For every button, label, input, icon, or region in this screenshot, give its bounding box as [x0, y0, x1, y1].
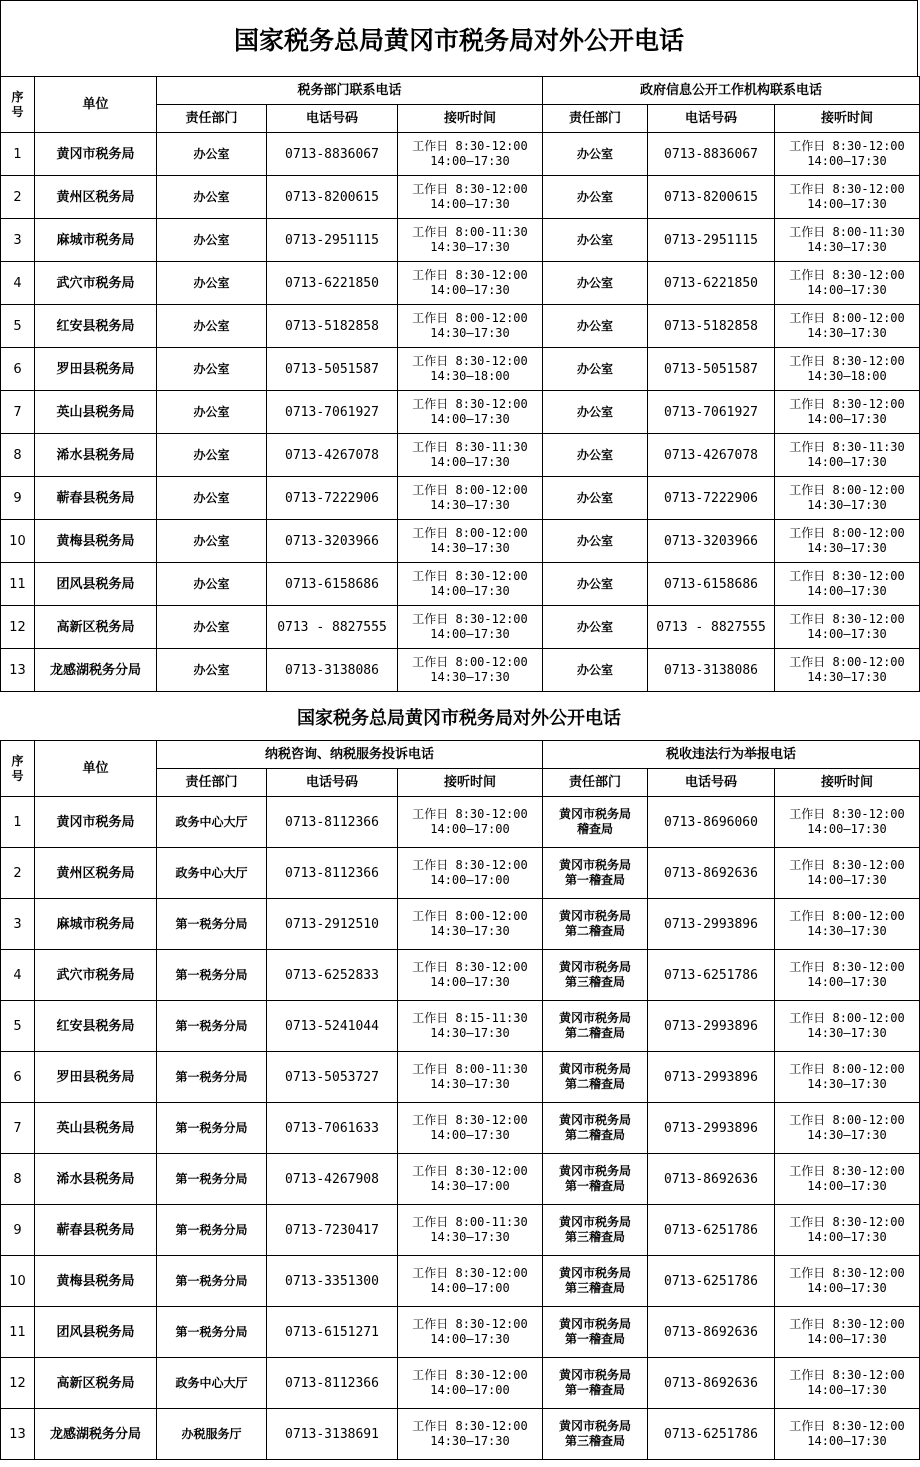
- group-b-header: 税收违法行为举报电话: [543, 741, 920, 769]
- hours-a-cell: 工作日 8:30-12:00 14:00—17:30: [398, 1103, 543, 1154]
- hours-a-cell: 工作日 8:30-12:00 14:00—17:30: [398, 606, 543, 649]
- phone-a-cell: 0713-2951115: [267, 219, 398, 262]
- dept-b-cell: 黄冈市税务局 第二稽查局: [543, 1103, 648, 1154]
- dept-a-cell: 第一税务分局: [157, 1205, 267, 1256]
- unit-cell: 团风县税务局: [35, 563, 157, 606]
- phone-b-cell: 0713-8836067: [648, 133, 775, 176]
- hours-a-cell: 工作日 8:30-12:00 14:00—17:00: [398, 1358, 543, 1409]
- hours-b-cell: 工作日 8:30-12:00 14:00—17:30: [775, 606, 920, 649]
- dept-b-cell: 办公室: [543, 520, 648, 563]
- phone-b-cell: 0713-2993896: [648, 1001, 775, 1052]
- phone-b-cell: 0713 - 8827555: [648, 606, 775, 649]
- seq-cell: 11: [1, 1307, 35, 1358]
- hours-a-cell: 工作日 8:00-12:00 14:30—17:30: [398, 477, 543, 520]
- sub-dept-a: 责任部门: [157, 105, 267, 133]
- phone-a-cell: 0713-3351300: [267, 1256, 398, 1307]
- unit-cell: 龙感湖税务分局: [35, 1409, 157, 1460]
- phone-a-cell: 0713-5241044: [267, 1001, 398, 1052]
- phone-b-cell: 0713-8200615: [648, 176, 775, 219]
- phone-a-cell: 0713-7061633: [267, 1103, 398, 1154]
- sub-dept-b: 责任部门: [543, 105, 648, 133]
- dept-a-cell: 政务中心大厅: [157, 797, 267, 848]
- unit-cell: 黄梅县税务局: [35, 520, 157, 563]
- phone-b-cell: 0713-6251786: [648, 1256, 775, 1307]
- dept-a-cell: 第一税务分局: [157, 1052, 267, 1103]
- phone-b-cell: 0713-5051587: [648, 348, 775, 391]
- dept-b-cell: 办公室: [543, 649, 648, 692]
- dept-a-cell: 办公室: [157, 219, 267, 262]
- dept-b-cell: 黄冈市税务局 第一稽查局: [543, 1307, 648, 1358]
- hours-a-cell: 工作日 8:00-12:00 14:30—17:30: [398, 520, 543, 563]
- hours-a-cell: 工作日 8:30-12:00 14:30—17:30: [398, 1409, 543, 1460]
- hours-b-cell: 工作日 8:00-12:00 14:30—17:30: [775, 520, 920, 563]
- phone-b-cell: 0713-2993896: [648, 1103, 775, 1154]
- phone-b-cell: 0713-2951115: [648, 219, 775, 262]
- seq-cell: 10: [1, 520, 35, 563]
- dept-a-cell: 办公室: [157, 434, 267, 477]
- phone-a-cell: 0713-6252833: [267, 950, 398, 1001]
- hours-b-cell: 工作日 8:00-11:30 14:30—17:30: [775, 219, 920, 262]
- phone-a-cell: 0713-5051587: [267, 348, 398, 391]
- table-row: [1, 262, 920, 305]
- seq-cell: 2: [1, 176, 35, 219]
- dept-b-cell: 黄冈市税务局 第三稽查局: [543, 1409, 648, 1460]
- seq-cell: 12: [1, 606, 35, 649]
- seq-cell: 6: [1, 348, 35, 391]
- hours-a-cell: 工作日 8:30-12:00 14:30—18:00: [398, 348, 543, 391]
- phone-b-cell: 0713-6251786: [648, 950, 775, 1001]
- table2: [0, 740, 920, 1460]
- dept-b-cell: 办公室: [543, 477, 648, 520]
- dept-a-cell: 政务中心大厅: [157, 1358, 267, 1409]
- dept-a-cell: 办公室: [157, 348, 267, 391]
- hours-b-cell: 工作日 8:30-12:00 14:00—17:30: [775, 563, 920, 606]
- seq-cell: 1: [1, 797, 35, 848]
- dept-b-cell: 办公室: [543, 606, 648, 649]
- seq-cell: 7: [1, 391, 35, 434]
- unit-cell: 麻城市税务局: [35, 219, 157, 262]
- unit-cell: 罗田县税务局: [35, 348, 157, 391]
- hours-a-cell: 工作日 8:30-12:00 14:00—17:30: [398, 262, 543, 305]
- hours-a-cell: 工作日 8:30-12:00 14:00—17:30: [398, 1307, 543, 1358]
- table-row: [1, 305, 920, 348]
- dept-a-cell: 第一税务分局: [157, 950, 267, 1001]
- dept-a-cell: 办公室: [157, 563, 267, 606]
- unit-cell: 黄州区税务局: [35, 848, 157, 899]
- unit-cell: 武穴市税务局: [35, 262, 157, 305]
- unit-cell: 黄州区税务局: [35, 176, 157, 219]
- hours-b-cell: 工作日 8:30-12:00 14:00—17:30: [775, 797, 920, 848]
- table-row: [1, 1154, 920, 1205]
- hours-b-cell: 工作日 8:00-12:00 14:30—17:30: [775, 477, 920, 520]
- hours-b-cell: 工作日 8:00-12:00 14:30—17:30: [775, 305, 920, 348]
- dept-a-cell: 办公室: [157, 262, 267, 305]
- unit-cell: 黄冈市税务局: [35, 797, 157, 848]
- hours-a-cell: 工作日 8:00-11:30 14:30—17:30: [398, 1205, 543, 1256]
- phone-a-cell: 0713-4267908: [267, 1154, 398, 1205]
- unit-cell: 英山县税务局: [35, 391, 157, 434]
- table-row: [1, 563, 920, 606]
- phone-a-cell: 0713-2912510: [267, 899, 398, 950]
- phone-b-cell: 0713-8692636: [648, 1154, 775, 1205]
- dept-b-cell: 黄冈市税务局 第二稽查局: [543, 1001, 648, 1052]
- dept-a-cell: 办公室: [157, 606, 267, 649]
- hours-b-cell: 工作日 8:00-12:00 14:30—17:30: [775, 1001, 920, 1052]
- hours-b-cell: 工作日 8:00-12:00 14:30—17:30: [775, 1052, 920, 1103]
- phone-a-cell: 0713-4267078: [267, 434, 398, 477]
- phone-b-cell: 0713-6221850: [648, 262, 775, 305]
- dept-a-cell: 办公室: [157, 477, 267, 520]
- col-seq-header: 序 号: [1, 77, 35, 133]
- seq-cell: 11: [1, 563, 35, 606]
- phone-b-cell: 0713-6251786: [648, 1409, 775, 1460]
- hours-b-cell: 工作日 8:30-12:00 14:30—18:00: [775, 348, 920, 391]
- dept-b-cell: 办公室: [543, 176, 648, 219]
- table-row: [1, 348, 920, 391]
- unit-cell: 龙感湖税务分局: [35, 649, 157, 692]
- table-row: [1, 434, 920, 477]
- hours-b-cell: 工作日 8:30-11:30 14:00—17:30: [775, 434, 920, 477]
- hours-a-cell: 工作日 8:00-12:00 14:30—17:30: [398, 305, 543, 348]
- hours-a-cell: 工作日 8:30-12:00 14:30—17:00: [398, 1154, 543, 1205]
- table-row: [1, 848, 920, 899]
- phone-b-cell: 0713-4267078: [648, 434, 775, 477]
- unit-cell: 麻城市税务局: [35, 899, 157, 950]
- seq-cell: 2: [1, 848, 35, 899]
- hours-a-cell: 工作日 8:30-12:00 14:00—17:30: [398, 133, 543, 176]
- dept-b-cell: 黄冈市税务局 第二稽查局: [543, 899, 648, 950]
- unit-cell: 蕲春县税务局: [35, 477, 157, 520]
- phone-a-cell: 0713-6221850: [267, 262, 398, 305]
- hours-a-cell: 工作日 8:30-12:00 14:00—17:30: [398, 176, 543, 219]
- dept-a-cell: 第一税务分局: [157, 1256, 267, 1307]
- seq-cell: 13: [1, 649, 35, 692]
- dept-b-cell: 办公室: [543, 262, 648, 305]
- phone-a-cell: 0713-5182858: [267, 305, 398, 348]
- sub-dept-b: 责任部门: [543, 769, 648, 797]
- table-row: [1, 606, 920, 649]
- phone-b-cell: 0713-6158686: [648, 563, 775, 606]
- seq-cell: 4: [1, 262, 35, 305]
- dept-b-cell: 黄冈市税务局 第三稽查局: [543, 1256, 648, 1307]
- table-row: [1, 1052, 920, 1103]
- unit-cell: 浠水县税务局: [35, 1154, 157, 1205]
- table-row: [1, 133, 920, 176]
- seq-cell: 3: [1, 899, 35, 950]
- sub-hours-b: 接听时间: [775, 769, 920, 797]
- phone-a-cell: 0713-6158686: [267, 563, 398, 606]
- dept-a-cell: 第一税务分局: [157, 1103, 267, 1154]
- phone-b-cell: 0713-8696060: [648, 797, 775, 848]
- phone-b-cell: 0713-8692636: [648, 1358, 775, 1409]
- table-row: [1, 1103, 920, 1154]
- phone-a-cell: 0713-7230417: [267, 1205, 398, 1256]
- dept-b-cell: 办公室: [543, 563, 648, 606]
- dept-b-cell: 黄冈市税务局 第一稽查局: [543, 848, 648, 899]
- dept-a-cell: 办公室: [157, 649, 267, 692]
- hours-a-cell: 工作日 8:30-12:00 14:00—17:00: [398, 797, 543, 848]
- seq-cell: 3: [1, 219, 35, 262]
- phone-a-cell: 0713-8200615: [267, 176, 398, 219]
- dept-b-cell: 黄冈市税务局 第二稽查局: [543, 1052, 648, 1103]
- dept-a-cell: 办税服务厅: [157, 1409, 267, 1460]
- sub-phone-b: 电话号码: [648, 105, 775, 133]
- hours-b-cell: 工作日 8:30-12:00 14:00—17:30: [775, 950, 920, 1001]
- unit-cell: 黄梅县税务局: [35, 1256, 157, 1307]
- table-row: [1, 176, 920, 219]
- hours-b-cell: 工作日 8:30-12:00 14:00—17:30: [775, 848, 920, 899]
- hours-b-cell: 工作日 8:00-12:00 14:30—17:30: [775, 899, 920, 950]
- unit-cell: 浠水县税务局: [35, 434, 157, 477]
- hours-a-cell: 工作日 8:00-12:00 14:30—17:30: [398, 899, 543, 950]
- table-row: [1, 649, 920, 692]
- seq-cell: 12: [1, 1358, 35, 1409]
- table-row: [1, 899, 920, 950]
- dept-a-cell: 办公室: [157, 133, 267, 176]
- phone-a-cell: 0713-3203966: [267, 520, 398, 563]
- phone-b-cell: 0713-5182858: [648, 305, 775, 348]
- hours-b-cell: 工作日 8:30-12:00 14:00—17:30: [775, 1409, 920, 1460]
- phone-a-cell: 0713-5053727: [267, 1052, 398, 1103]
- table2-title: 国家税务总局黄冈市税务局对外公开电话: [297, 708, 621, 729]
- dept-b-cell: 办公室: [543, 133, 648, 176]
- phone-b-cell: 0713-7222906: [648, 477, 775, 520]
- hours-a-cell: 工作日 8:00-11:30 14:30—17:30: [398, 219, 543, 262]
- hours-a-cell: 工作日 8:30-12:00 14:00—17:30: [398, 950, 543, 1001]
- phone-a-cell: 0713-3138691: [267, 1409, 398, 1460]
- hours-b-cell: 工作日 8:30-12:00 14:00—17:30: [775, 1307, 920, 1358]
- table2-header-row: [1, 741, 920, 769]
- phone-a-cell: 0713-8836067: [267, 133, 398, 176]
- phone-a-cell: 0713-7061927: [267, 391, 398, 434]
- unit-cell: 红安县税务局: [35, 305, 157, 348]
- phone-b-cell: 0713-7061927: [648, 391, 775, 434]
- table1: [0, 76, 920, 692]
- hours-b-cell: 工作日 8:00-12:00 14:30—17:30: [775, 1103, 920, 1154]
- hours-a-cell: 工作日 8:00-11:30 14:30—17:30: [398, 1052, 543, 1103]
- hours-b-cell: 工作日 8:00-12:00 14:30—17:30: [775, 649, 920, 692]
- dept-a-cell: 办公室: [157, 176, 267, 219]
- unit-cell: 武穴市税务局: [35, 950, 157, 1001]
- table-row: [1, 950, 920, 1001]
- dept-b-cell: 办公室: [543, 434, 648, 477]
- dept-b-cell: 黄冈市税务局 第三稽查局: [543, 1205, 648, 1256]
- unit-cell: 蕲春县税务局: [35, 1205, 157, 1256]
- dept-b-cell: 办公室: [543, 219, 648, 262]
- seq-cell: 8: [1, 1154, 35, 1205]
- seq-cell: 6: [1, 1052, 35, 1103]
- phone-a-cell: 0713-6151271: [267, 1307, 398, 1358]
- table-row: [1, 1358, 920, 1409]
- sub-hours-a: 接听时间: [398, 769, 543, 797]
- dept-a-cell: 第一税务分局: [157, 899, 267, 950]
- hours-b-cell: 工作日 8:30-12:00 14:00—17:30: [775, 262, 920, 305]
- unit-cell: 黄冈市税务局: [35, 133, 157, 176]
- dept-a-cell: 办公室: [157, 391, 267, 434]
- phone-a-cell: 0713-8112366: [267, 797, 398, 848]
- phone-b-cell: 0713-6251786: [648, 1205, 775, 1256]
- phone-a-cell: 0713-7222906: [267, 477, 398, 520]
- seq-cell: 5: [1, 305, 35, 348]
- table-row: [1, 1001, 920, 1052]
- dept-b-cell: 办公室: [543, 305, 648, 348]
- col-unit-header: 单位: [35, 741, 157, 797]
- col-seq-header: 序 号: [1, 741, 35, 797]
- dept-a-cell: 第一税务分局: [157, 1307, 267, 1358]
- seq-cell: 5: [1, 1001, 35, 1052]
- sub-phone-a: 电话号码: [267, 769, 398, 797]
- phone-a-cell: 0713 - 8827555: [267, 606, 398, 649]
- sub-phone-a: 电话号码: [267, 105, 398, 133]
- seq-cell: 10: [1, 1256, 35, 1307]
- hours-a-cell: 工作日 8:30-12:00 14:00—17:30: [398, 391, 543, 434]
- table-row: [1, 1205, 920, 1256]
- hours-a-cell: 工作日 8:30-12:00 14:00—17:30: [398, 563, 543, 606]
- sub-hours-b: 接听时间: [775, 105, 920, 133]
- hours-b-cell: 工作日 8:30-12:00 14:00—17:30: [775, 1205, 920, 1256]
- hours-b-cell: 工作日 8:30-12:00 14:00—17:30: [775, 1256, 920, 1307]
- seq-cell: 7: [1, 1103, 35, 1154]
- unit-cell: 英山县税务局: [35, 1103, 157, 1154]
- table1-title: 国家税务总局黄冈市税务局对外公开电话: [0, 0, 918, 76]
- seq-cell: 13: [1, 1409, 35, 1460]
- phone-b-cell: 0713-2993896: [648, 899, 775, 950]
- phone-b-cell: 0713-3138086: [648, 649, 775, 692]
- unit-cell: 高新区税务局: [35, 606, 157, 649]
- phone-a-cell: 0713-8112366: [267, 1358, 398, 1409]
- dept-b-cell: 办公室: [543, 348, 648, 391]
- dept-b-cell: 办公室: [543, 391, 648, 434]
- table-row: [1, 1307, 920, 1358]
- dept-a-cell: 办公室: [157, 520, 267, 563]
- dept-a-cell: 政务中心大厅: [157, 848, 267, 899]
- hours-b-cell: 工作日 8:30-12:00 14:00—17:30: [775, 1154, 920, 1205]
- dept-b-cell: 黄冈市税务局 稽查局: [543, 797, 648, 848]
- dept-a-cell: 办公室: [157, 305, 267, 348]
- seq-cell: 4: [1, 950, 35, 1001]
- unit-cell: 团风县税务局: [35, 1307, 157, 1358]
- hours-b-cell: 工作日 8:30-12:00 14:00—17:30: [775, 1358, 920, 1409]
- phone-b-cell: 0713-8692636: [648, 848, 775, 899]
- phone-a-cell: 0713-8112366: [267, 848, 398, 899]
- seq-cell: 9: [1, 477, 35, 520]
- hours-b-cell: 工作日 8:30-12:00 14:00—17:30: [775, 133, 920, 176]
- hours-a-cell: 工作日 8:15-11:30 14:30—17:30: [398, 1001, 543, 1052]
- col-unit-header: 单位: [35, 77, 157, 133]
- table-row: [1, 520, 920, 563]
- sub-phone-b: 电话号码: [648, 769, 775, 797]
- phone-b-cell: 0713-8692636: [648, 1307, 775, 1358]
- unit-cell: 高新区税务局: [35, 1358, 157, 1409]
- dept-a-cell: 第一税务分局: [157, 1001, 267, 1052]
- hours-a-cell: 工作日 8:00-12:00 14:30—17:30: [398, 649, 543, 692]
- seq-cell: 8: [1, 434, 35, 477]
- sub-hours-a: 接听时间: [398, 105, 543, 133]
- group-a-header: 税务部门联系电话: [157, 77, 543, 105]
- phone-a-cell: 0713-3138086: [267, 649, 398, 692]
- table1-header-row: [1, 77, 920, 105]
- seq-cell: 1: [1, 133, 35, 176]
- dept-b-cell: 黄冈市税务局 第三稽查局: [543, 950, 648, 1001]
- phone-b-cell: 0713-2993896: [648, 1052, 775, 1103]
- table-row: [1, 391, 920, 434]
- table-row: [1, 477, 920, 520]
- hours-a-cell: 工作日 8:30-11:30 14:00—17:30: [398, 434, 543, 477]
- dept-b-cell: 黄冈市税务局 第一稽查局: [543, 1154, 648, 1205]
- hours-a-cell: 工作日 8:30-12:00 14:00—17:00: [398, 1256, 543, 1307]
- table-row: [1, 1409, 920, 1460]
- dept-b-cell: 黄冈市税务局 第一稽查局: [543, 1358, 648, 1409]
- table-row: [1, 219, 920, 262]
- group-b-header: 政府信息公开工作机构联系电话: [543, 77, 920, 105]
- hours-a-cell: 工作日 8:30-12:00 14:00—17:00: [398, 848, 543, 899]
- unit-cell: 罗田县税务局: [35, 1052, 157, 1103]
- table-row: [1, 797, 920, 848]
- seq-cell: 9: [1, 1205, 35, 1256]
- unit-cell: 红安县税务局: [35, 1001, 157, 1052]
- group-a-header: 纳税咨询、纳税服务投诉电话: [157, 741, 543, 769]
- sub-dept-a: 责任部门: [157, 769, 267, 797]
- table-row: [1, 1256, 920, 1307]
- phone-b-cell: 0713-3203966: [648, 520, 775, 563]
- hours-b-cell: 工作日 8:30-12:00 14:00—17:30: [775, 176, 920, 219]
- hours-b-cell: 工作日 8:30-12:00 14:00—17:30: [775, 391, 920, 434]
- dept-a-cell: 第一税务分局: [157, 1154, 267, 1205]
